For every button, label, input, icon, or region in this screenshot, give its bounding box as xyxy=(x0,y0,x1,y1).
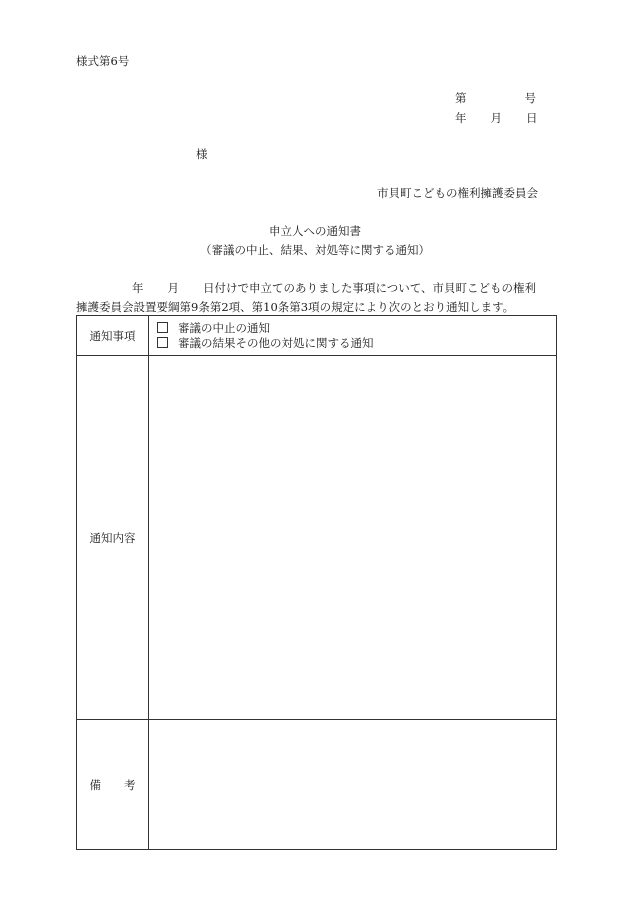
recipient-suffix: 様 xyxy=(196,147,208,161)
option-suspend[interactable] xyxy=(157,321,556,336)
label-remarks: 備 考 xyxy=(77,720,149,850)
document-date-line xyxy=(455,110,538,126)
notice-form-table xyxy=(76,315,557,850)
row-notice-content xyxy=(77,356,557,720)
sender-committee: 市貝町こどもの権利擁護委員会 xyxy=(377,186,538,200)
option-result[interactable] xyxy=(157,336,556,351)
date-month: 月 xyxy=(490,111,502,125)
body-line1-rest: 日付けで申立てのありました事項について、市貝町こどもの権利 xyxy=(203,281,537,295)
option-suspend-label: 審議の中止の通知 xyxy=(178,320,270,335)
row-notice-items xyxy=(77,316,557,356)
document-title: 申立人への通知書 xyxy=(269,224,361,238)
body-month: 月 xyxy=(167,281,179,295)
label-notice-items: 通知事項 xyxy=(77,316,149,356)
document-subtitle: （審議の中止、結果、対処等に関する通知） xyxy=(200,243,430,257)
date-day: 日 xyxy=(526,111,538,125)
number-prefix: 第 xyxy=(455,91,467,105)
row-remarks xyxy=(77,720,557,850)
label-notice-content: 通知内容 xyxy=(77,356,149,720)
document-number-line xyxy=(455,90,536,106)
option-result-label: 審議の結果その他の対処に関する通知 xyxy=(178,335,374,350)
notice-items-options xyxy=(149,316,557,356)
notice-content-field[interactable] xyxy=(149,356,557,720)
notice-body-line1 xyxy=(76,279,556,298)
notice-body xyxy=(76,279,556,317)
remarks-field[interactable] xyxy=(149,720,557,850)
form-number: 様式第6号 xyxy=(76,54,130,68)
body-year: 年 xyxy=(132,281,144,295)
checkbox-icon[interactable] xyxy=(157,322,168,333)
notice-body-line2: 擁護委員会設置要綱第9条第2項、第10条第3項の規定により次のとおり通知します。 xyxy=(76,300,515,314)
checkbox-icon[interactable] xyxy=(157,337,168,348)
number-suffix: 号 xyxy=(524,91,536,105)
date-year: 年 xyxy=(455,111,467,125)
